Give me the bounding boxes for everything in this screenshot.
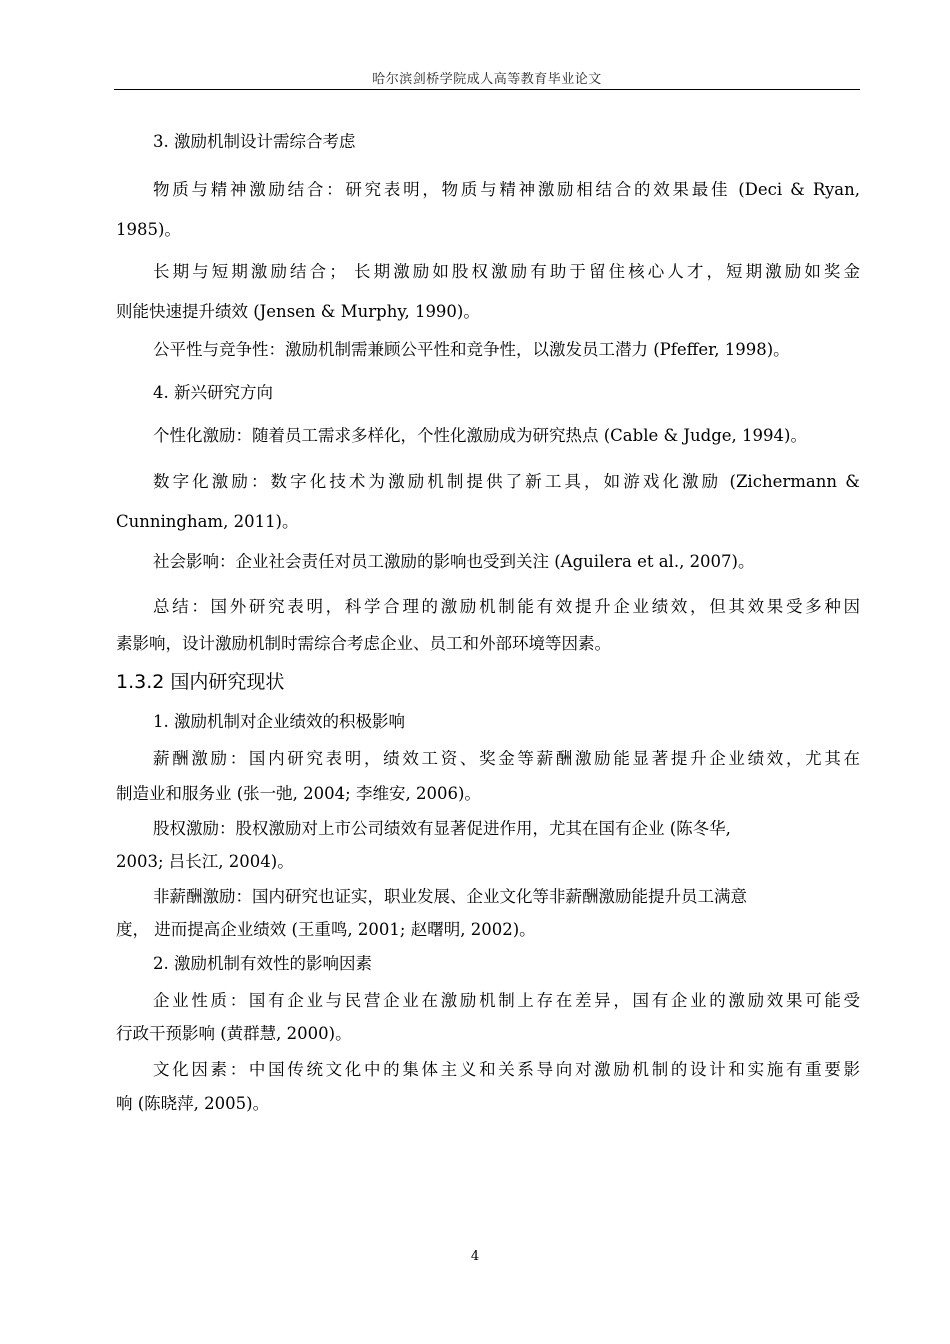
paragraph-line: 长期与短期激励结合； 长期激励如股权激励有助于留住核心人才，短期激励如奖金 bbox=[153, 262, 860, 281]
paragraph-line: Cunningham, 2011)。 bbox=[116, 512, 299, 531]
page-number: 4 bbox=[470, 1249, 480, 1264]
page-header: 哈尔滨剑桥学院成人高等教育毕业论文 bbox=[372, 72, 602, 87]
paragraph-line: 文化因素：中国传统文化中的集体主义和关系导向对激励机制的设计和实施有重要影 bbox=[153, 1060, 860, 1079]
paragraph-line: 股权激励：股权激励对上市公司绩效有显著促进作用，尤其在国有企业 (陈冬华, bbox=[153, 819, 731, 838]
paragraph-line: 素影响，设计激励机制时需综合考虑企业、员工和外部环境等因素。 bbox=[116, 634, 611, 653]
list-item-heading-2: 2. 激励机制有效性的影响因素 bbox=[153, 954, 372, 973]
paragraph-line: 企业性质：国有企业与民营企业在激励机制上存在差异，国有企业的激励效果可能受 bbox=[153, 991, 860, 1010]
paragraph-line: 行政干预影响 (黄群慧, 2000)。 bbox=[116, 1024, 352, 1043]
paragraph-line: 公平性与竞争性：激励机制需兼顾公平性和竞争性，以激发员工潜力 (Pfeffer, 1998)。 bbox=[153, 340, 790, 359]
paragraph-line: 非薪酬激励：国内研究也证实，职业发展、企业文化等非薪酬激励能提升员工满意 bbox=[153, 887, 747, 906]
header-rule bbox=[114, 89, 860, 90]
list-item-heading-1: 1. 激励机制对企业绩效的积极影响 bbox=[153, 712, 405, 731]
paragraph-line: 1985)。 bbox=[116, 220, 181, 239]
paragraph-line: 响 (陈晓萍, 2005)。 bbox=[116, 1094, 270, 1113]
paragraph-line: 薪酬激励：国内研究表明，绩效工资、奖金等薪酬激励能显著提升企业绩效，尤其在 bbox=[153, 749, 860, 768]
paragraph-line: 数字化激励：数字化技术为激励机制提供了新工具，如游戏化激励 (Zichermann & bbox=[153, 472, 860, 491]
paragraph-line: 物质与精神激励结合：研究表明，物质与精神激励相结合的效果最佳 (Deci & Ryan, bbox=[153, 180, 860, 199]
paragraph-line: 总结：国外研究表明，科学合理的激励机制能有效提升企业绩效，但其效果受多种因 bbox=[153, 597, 860, 616]
paragraph-line: 制造业和服务业 (张一弛, 2004; 李维安, 2006)。 bbox=[116, 784, 481, 803]
list-item-heading-4: 4. 新兴研究方向 bbox=[153, 383, 273, 402]
section-heading: 1.3.2 国内研究现状 bbox=[116, 671, 285, 693]
paragraph-line: 社会影响：企业社会责任对员工激励的影响也受到关注 (Aguilera et al., 2007)。 bbox=[153, 552, 755, 571]
list-item-heading-3: 3. 激励机制设计需综合考虑 bbox=[153, 132, 356, 151]
paragraph-line: 度， 进而提高企业绩效 (王重鸣, 2001; 赵曙明, 2002)。 bbox=[116, 920, 536, 939]
paragraph-line: 2003; 吕长江, 2004)。 bbox=[116, 852, 294, 871]
paragraph-line: 则能快速提升绩效 (Jensen & Murphy, 1990)。 bbox=[116, 302, 480, 321]
paragraph-line: 个性化激励：随着员工需求多样化，个性化激励成为研究热点 (Cable & Judge, 1994)。 bbox=[153, 426, 807, 445]
